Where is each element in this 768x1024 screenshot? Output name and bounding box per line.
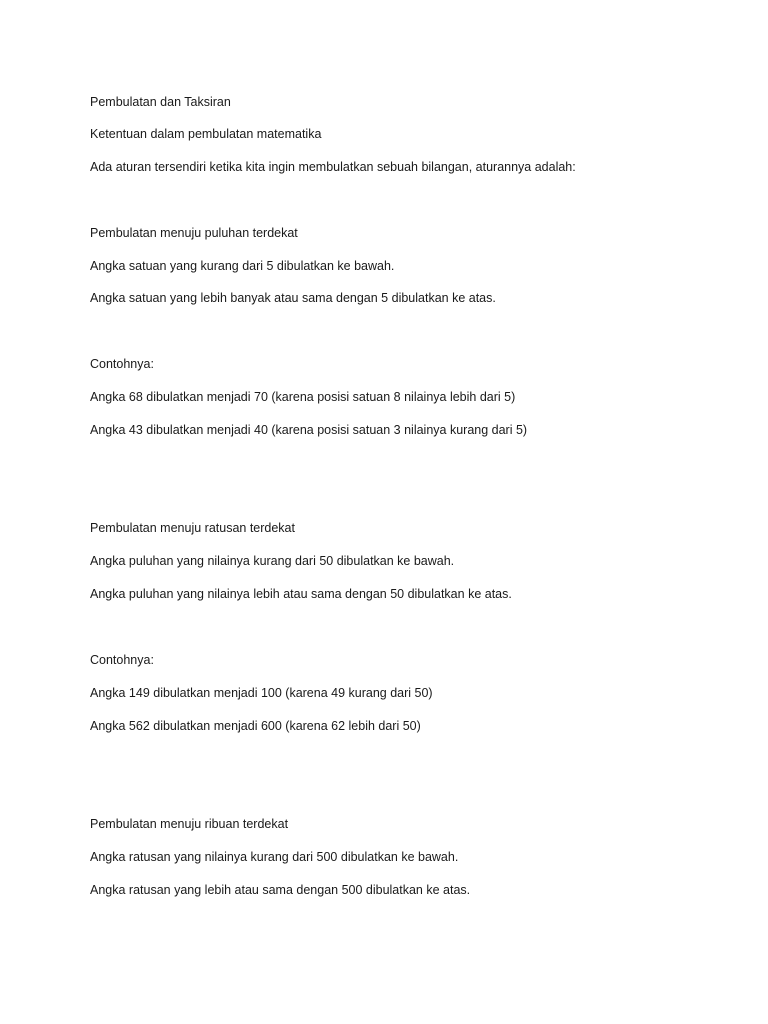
rule-line: Angka ratusan yang nilainya kurang dari 500 dibulatkan ke bawah. xyxy=(90,850,459,864)
rule-line: Angka ratusan yang lebih atau sama dengan 500 dibulatkan ke atas. xyxy=(90,883,471,897)
rule-line: Angka puluhan yang nilainya lebih atau sama dengan 50 dibulatkan ke atas. xyxy=(90,587,512,601)
document-title: Pembulatan dan Taksiran xyxy=(90,95,231,109)
example-label: Contohnya: xyxy=(90,357,154,371)
subsection-heading-puluhan: Pembulatan menuju puluhan terdekat xyxy=(90,226,298,240)
rule-line: Angka satuan yang kurang dari 5 dibulatkan ke bawah. xyxy=(90,259,395,273)
rule-line: Angka satuan yang lebih banyak atau sama dengan 5 dibulatkan ke atas. xyxy=(90,291,496,305)
example-line: Angka 68 dibulatkan menjadi 70 (karena posisi satuan 8 nilainya lebih dari 5) xyxy=(90,390,516,404)
example-label: Contohnya: xyxy=(90,653,154,667)
rule-line: Angka puluhan yang nilainya kurang dari 50 dibulatkan ke bawah. xyxy=(90,554,455,568)
example-line: Angka 562 dibulatkan menjadi 600 (karena 62 lebih dari 50) xyxy=(90,719,421,733)
subsection-heading-ribuan: Pembulatan menuju ribuan terdekat xyxy=(90,817,289,831)
subsection-heading-ratusan: Pembulatan menuju ratusan terdekat xyxy=(90,521,295,535)
example-line: Angka 149 dibulatkan menjadi 100 (karena 49 kurang dari 50) xyxy=(90,686,433,700)
section-heading: Ketentuan dalam pembulatan matematika xyxy=(90,127,322,141)
example-line: Angka 43 dibulatkan menjadi 40 (karena posisi satuan 3 nilainya kurang dari 5) xyxy=(90,423,528,437)
paragraph: Ada aturan tersendiri ketika kita ingin membulatkan sebuah bilangan, aturannya adalah: xyxy=(90,160,576,174)
